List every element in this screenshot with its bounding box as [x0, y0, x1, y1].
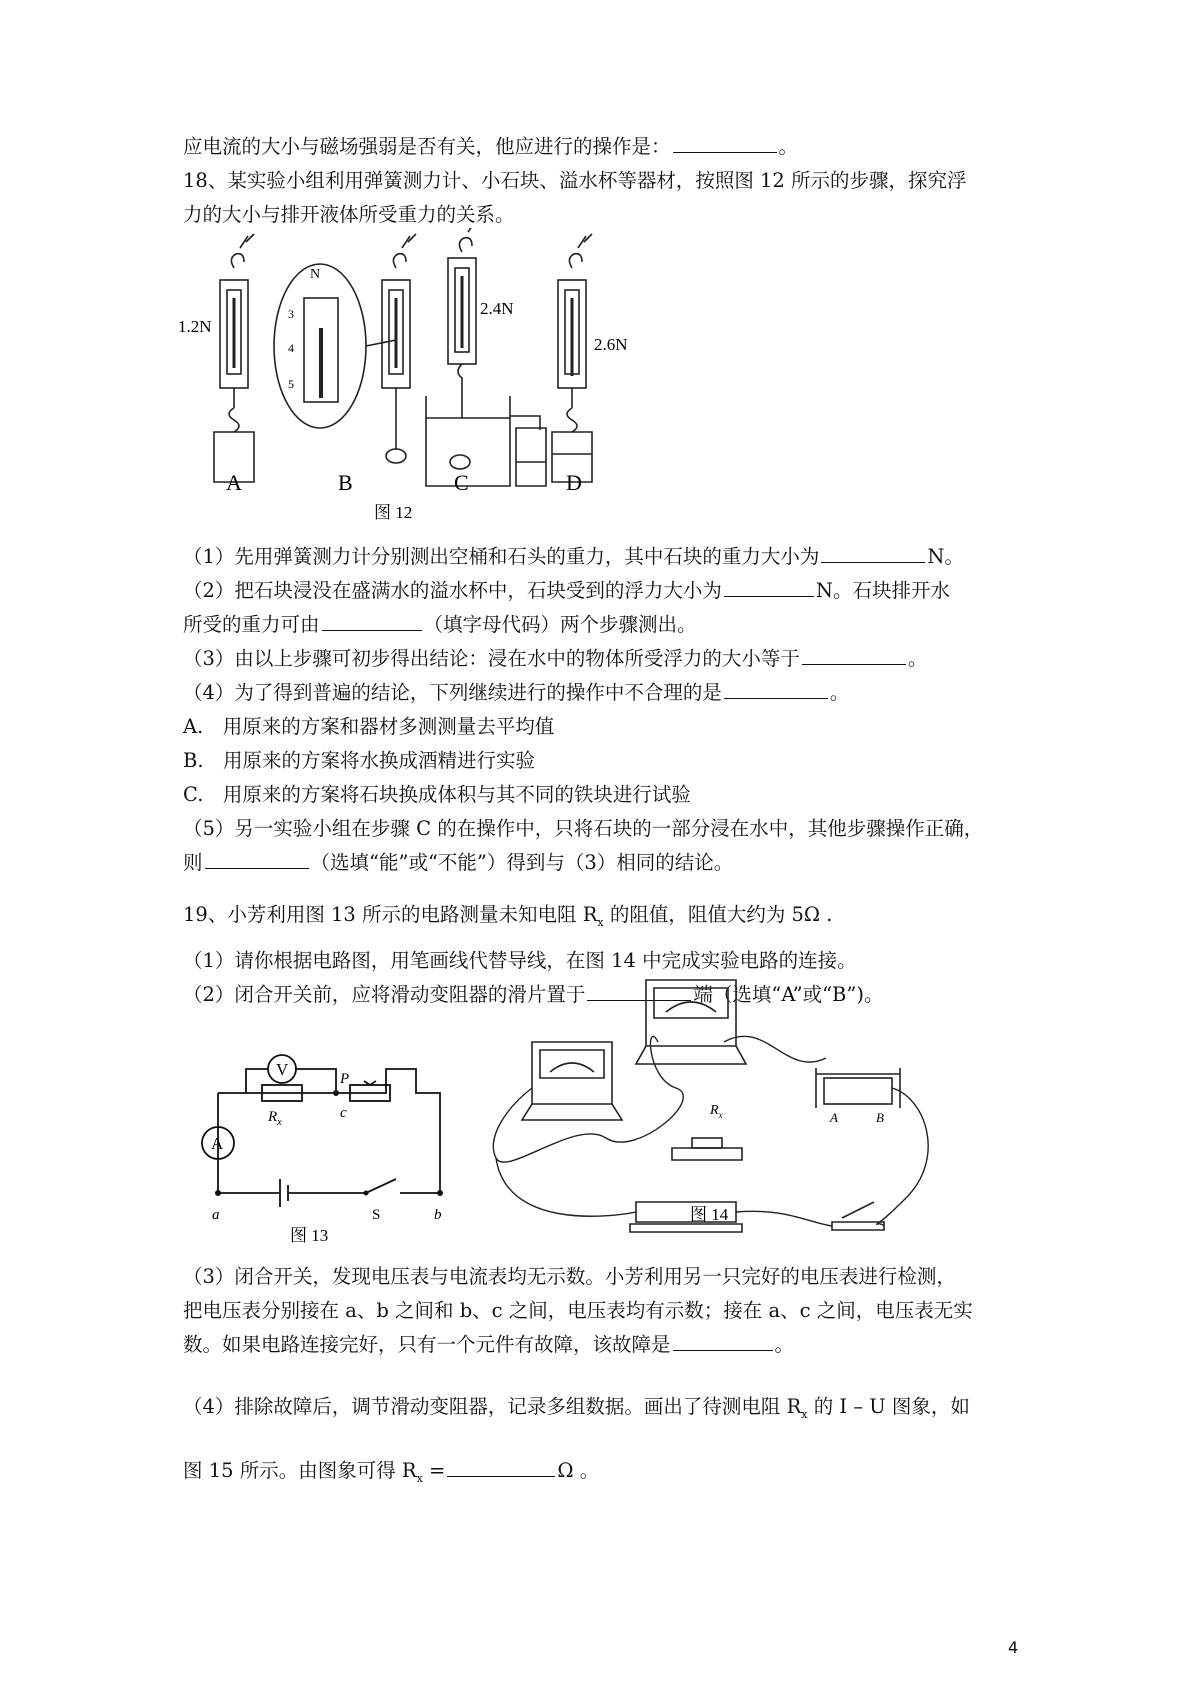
q18-part4: （4）为了得到普遍的结论，下列继续进行的操作中不合理的是 。 [183, 681, 850, 704]
dial-tick-3: 3 [288, 307, 294, 321]
figure-13-caption: 图 13 [290, 1226, 329, 1245]
node-b: b [434, 1207, 442, 1223]
resistor-label: $R_x$ [268, 1109, 282, 1128]
q18-part3: （3）由以上步骤可初步得出结论：浸在水中的物体所受浮力的大小等于 。 [183, 647, 928, 670]
q18-part1: （1）先用弹簧测力计分别测出空桶和石头的重力，其中石块的重力大小为 N。 [183, 545, 964, 568]
q19-part2: （2）闭合开关前，应将滑动变阻器的滑片置于 端（选填“A”或“B”)。 [183, 983, 884, 1006]
q19-part3: （3）闭合开关，发现电压表与电流表均无示数。小芳利用另一只完好的电压表进行检测， [183, 1265, 956, 1288]
page-number: 4 [1008, 1638, 1019, 1657]
q19-part3-line2: 把电压表分别接在 a、b 之间和 b、c 之间，电压表均有示数；接在 a、c 之间，电压表无实 [183, 1299, 973, 1322]
voltmeter-v: V [276, 1060, 289, 1079]
figure-13 [176, 1045, 476, 1245]
q19-part4: （4）排除故障后，调节滑动变阻器，记录多组数据。画出了待测电阻 $R_x$ 的 I – U 图象，如 [183, 1395, 970, 1421]
question-18-line-1: 18、某实验小组利用弹簧测力计、小石块、溢水杯等器材，按照图 12 所示的步骤，探究浮 [183, 169, 967, 192]
q18-part2: （2）把石块浸没在盛满水的溢水杯中，石块受到的浮力大小为 N。石块排开水 [183, 579, 950, 602]
question-18-line-2: 力的大小与排开液体所受重力的关系。 [183, 203, 515, 226]
node-a: a [212, 1207, 220, 1223]
switch-s: S [372, 1207, 381, 1223]
rx-label: $R_x$ [710, 1103, 723, 1120]
option-b: B. 用原来的方案将水换成酒精进行实验 [183, 749, 536, 772]
rheostat-end-a: A [830, 1110, 838, 1125]
dial-unit: N [310, 267, 321, 282]
label-b: B [338, 470, 353, 495]
slider-p: P [340, 1071, 350, 1087]
ammeter-a: A [211, 1134, 224, 1153]
question-19: 19、小芳利用图 13 所示的电路测量未知电阻 $R_x$ 的阻值，阻值大约为 5Ω . [183, 903, 833, 929]
q19-part1: （1）请你根据电路图，用笔画线代替导线，在图 14 中完成实验电路的连接。 [183, 949, 857, 972]
dial-tick-5: 5 [288, 377, 294, 391]
q18-part5: （5）另一实验小组在步骤 C 的在操作中，只将石块的一部分浸在水中，其他步骤操作正确， [183, 817, 984, 840]
rheostat-end-b: B [876, 1110, 884, 1125]
text-line: 应电流的大小与磁场强弱是否有关，他应进行的操作是： 。 [183, 135, 799, 158]
figure-14 [486, 958, 956, 1240]
label-d: D [566, 470, 582, 495]
figure-12-caption: 图 12 [374, 503, 413, 522]
reading-c: 2.4N [480, 299, 514, 318]
q18-part2-cont: 所受的重力可由 （填字母代码）两个步骤测出。 [183, 613, 697, 636]
q19-part3-line3: 数。如果电路连接完好，只有一个元件有故障，该故障是 。 [183, 1333, 795, 1356]
figure-14-caption: 图 14 [690, 1205, 729, 1224]
dial-tick-4: 4 [288, 341, 294, 355]
node-c: c [340, 1105, 347, 1121]
label-c: C [454, 470, 469, 495]
option-c: C. 用原来的方案将石块换成体积与其不同的铁块进行试验 [183, 783, 691, 806]
label-a: A [226, 470, 242, 495]
reading-d: 2.6N [594, 335, 628, 354]
reading-a: 1.2N [178, 317, 212, 336]
figure-12 [170, 228, 640, 526]
q19-part4-line2: 图 15 所示。由图象可得 $R_x = \Omega$ 。 [183, 1459, 600, 1485]
option-a: A. 用原来的方案和器材多测测量去平均值 [183, 715, 555, 738]
q18-part5-cont: 则 （选填“能”或“不能”）得到与（3）相同的结论。 [183, 851, 734, 874]
